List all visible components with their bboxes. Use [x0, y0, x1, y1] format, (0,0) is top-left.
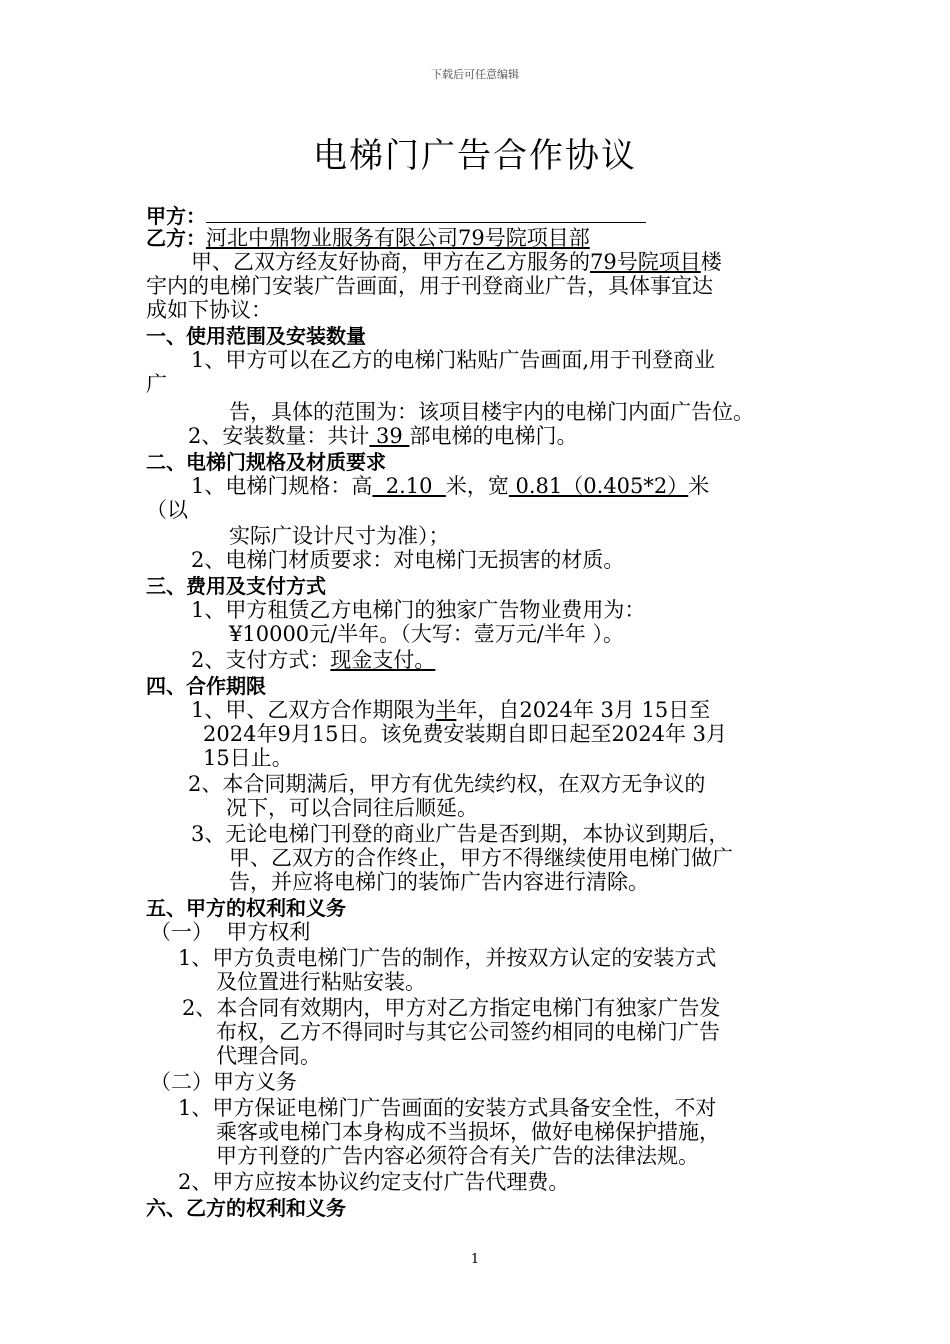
- s4-item-1-line-2: 2024年9月15日。该免费安装期自即日起至2024年 3月: [203, 722, 728, 746]
- intro-line-3: 成如下协议：: [146, 298, 272, 322]
- s1-item-2-text: 2、安装数量：共计: [188, 424, 370, 448]
- party-b-line: [146, 226, 590, 250]
- s1-item-2-text: 部电梯的电梯门。: [409, 424, 578, 448]
- intro-text: 楼: [700, 250, 722, 274]
- party-b-label: 乙方：: [146, 226, 206, 250]
- s2-item-1-text: 1、电梯门规格：高: [191, 474, 373, 498]
- intro-text: 甲、乙双方经友好协商，甲方在乙方服务的: [191, 250, 590, 274]
- header-note: 下载后可任意编辑: [431, 68, 519, 81]
- s4-item-3-line-1: 3、无论电梯门刊登的商业广告是否到期，本协议到期后，: [191, 822, 730, 846]
- s4-item-1-text: 年，自2024年 3月 15日至: [456, 698, 711, 722]
- s4-item-1-text: 1、甲、乙双方合作期限为: [191, 698, 436, 722]
- s4-item-3-line-3: 告，并应将电梯门的装饰广告内容进行清除。: [229, 870, 649, 894]
- s4-item-2-line-2: 况下，可以合同往后顺延。: [226, 796, 478, 820]
- page-number: 1: [470, 1252, 480, 1267]
- s4-item-3-line-2: 甲、乙双方的合作终止，甲方不得继续使用电梯门做广: [229, 846, 733, 870]
- s1-item-1-line-1: 1、甲方可以在乙方的电梯门粘贴广告画面,用于刊登商业: [191, 348, 716, 372]
- s2-item-1-text: 米: [688, 474, 710, 498]
- intro-line-2: 宇内的电梯门安装广告画面，用于刊登商业广告，具体事宜达: [146, 274, 713, 298]
- section-6-heading: 六、乙方的权利和义务: [146, 1196, 346, 1220]
- s2-item-1-line-1: [191, 474, 709, 498]
- s5-duty-1-line-1: 1、甲方保证电梯门广告画面的安装方式具备安全性，不对: [178, 1096, 717, 1120]
- s2-item-1-line-3: 实际广设计尺寸为准）；: [229, 524, 450, 548]
- s5-right-1-line-2: 及位置进行粘贴安装。: [216, 970, 426, 994]
- section-1-heading: 一、使用范围及安装数量: [146, 324, 366, 348]
- s5-right-2-line-2: 布权，乙方不得同时与其它公司签约相同的电梯门广告: [216, 1020, 720, 1044]
- s2-item-2: 2、电梯门材质要求：对电梯门无损害的材质。: [191, 548, 625, 572]
- section-4-heading: 四、合作期限: [146, 674, 266, 698]
- party-b-value: 河北中鼎物业服务有限公司79号院项目部: [206, 226, 590, 250]
- term-length: 半: [435, 698, 457, 722]
- intro-project-name: 79号院项目: [590, 250, 701, 274]
- s4-item-2-line-1: 2、本合同期满后，甲方有优先续约权，在双方无争议的: [188, 772, 706, 796]
- party-a-label: 甲方：: [146, 204, 206, 228]
- s5-duty-1-line-3: 甲方刊登的广告内容必须符合有关广告的法律法规。: [216, 1144, 699, 1168]
- section-2-heading: 二、电梯门规格及材质要求: [146, 450, 386, 474]
- s3-item-2: [191, 648, 435, 672]
- payment-method: 现金支付。: [330, 648, 436, 672]
- section-5-heading: 五、甲方的权利和义务: [146, 896, 346, 920]
- s5-subheading-duties: （二）甲方义务: [150, 1070, 297, 1094]
- intro-line-1: [191, 250, 722, 274]
- s5-right-2-line-3: 代理合同。: [216, 1044, 321, 1068]
- document-title: 电梯门广告合作协议: [313, 136, 637, 176]
- s4-item-1-line-3: 15日止。: [203, 746, 293, 770]
- s1-item-2: [188, 424, 577, 448]
- s4-item-1-line-1: [191, 698, 710, 722]
- s3-item-1-line-1: 1、甲方租赁乙方电梯门的独家广告物业费用为：: [191, 598, 646, 622]
- section-3-heading: 三、费用及支付方式: [146, 574, 326, 598]
- s2-item-1-text: 米，宽: [445, 474, 509, 498]
- s5-duty-2: 2、甲方应按本协议约定支付广告代理费。: [178, 1170, 570, 1194]
- elevator-count: 39: [369, 424, 410, 448]
- party-a-line: [146, 202, 646, 228]
- s1-item-1-line-2: 广: [146, 372, 167, 396]
- door-height: 2.10: [372, 474, 446, 498]
- s5-duty-1-line-2: 乘客或电梯门本身构成不当损坏，做好电梯保护措施，: [216, 1120, 720, 1144]
- s2-item-1-line-2: （以: [146, 498, 188, 522]
- s5-subheading-rights: （一） 甲方权利: [150, 920, 311, 944]
- s1-item-1-line-3: 告，具体的范围为：该项目楼宇内的电梯门内面广告位。: [229, 400, 754, 424]
- s5-right-1-line-1: 1、甲方负责电梯门广告的制作，并按双方认定的安装方式: [178, 946, 717, 970]
- door-width: 0.81（0.405*2）: [508, 474, 689, 498]
- party-a-value: [206, 202, 646, 223]
- s3-item-2-text: 2、支付方式：: [191, 648, 331, 672]
- s3-item-1-line-2: ¥10000元/半年。（大写：壹万元/半年 ）。: [229, 622, 624, 646]
- s5-right-2-line-1: 2、本合同有效期内，甲方对乙方指定电梯门有独家广告发: [182, 996, 721, 1020]
